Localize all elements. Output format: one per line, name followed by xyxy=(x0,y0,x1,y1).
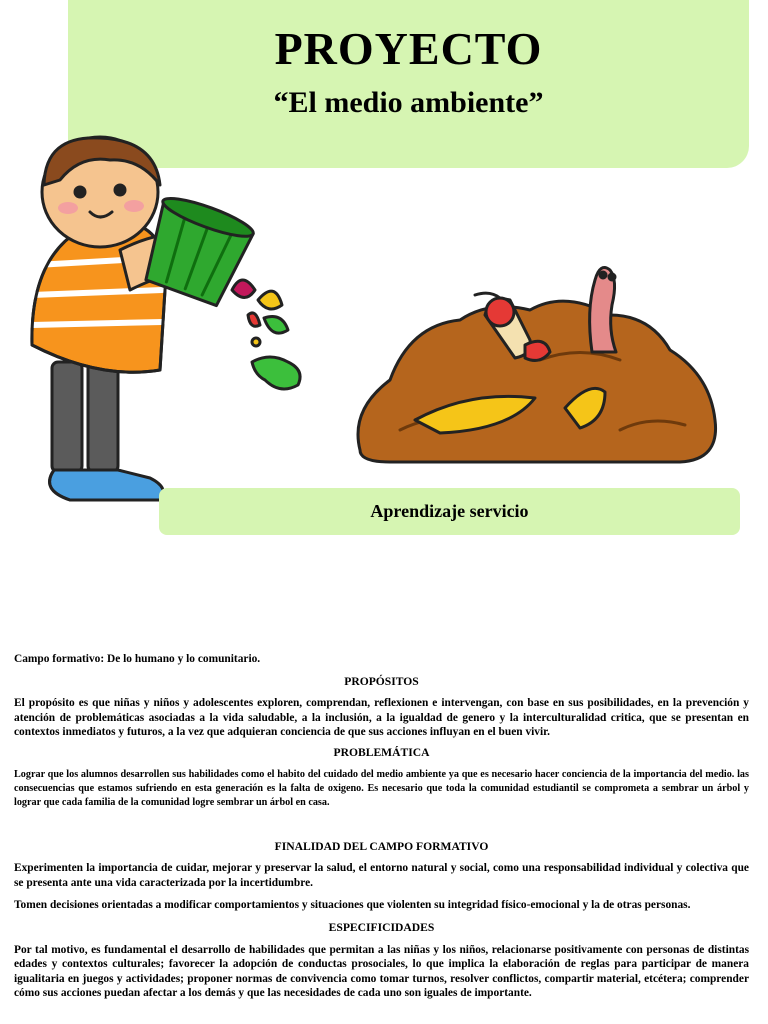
document-body xyxy=(14,652,749,1001)
page-title: PROYECTO xyxy=(274,23,543,74)
compost-pile-with-worm-icon xyxy=(358,268,716,462)
page-subtitle: “El medio ambiente” xyxy=(273,86,544,119)
service-banner xyxy=(159,488,740,535)
section-text-propositos: El propósito es que niñas y niños y adolescentes exploren, comprendan, reflexionen e intervengan, con base en sus posibilidades, en la prevención y atención de problemáticas asociadas a la vida saludable, a la inclusión, a la igualdad de genero y la interculturalidad critica, que se presentan en contextos inmediatos y futuros, a la vez que adquieran conciencia de que sus acciones influyan en el buen vivir. xyxy=(14,697,749,739)
section-heading-problematica: PROBLEMÁTICA xyxy=(333,745,430,759)
child-emptying-compost-bucket-icon xyxy=(32,137,300,500)
section-heading-propositos: PROPÓSITOS xyxy=(344,674,419,688)
section-text-problematica: Lograr que los alumnos desarrollen sus habilidades como el habito del cuidado del medio ambiente ya que es necesario hacer conciencia de la importancia del medio. las consecuencias que estamos sufriendo en esta generación es la falta de oxigeno. Es necesario que toda la comunidad estudiantil se comprometa a sembrar un árbol y lograr que cada familia de la comunidad logre sembrar un árbol en casa. xyxy=(14,768,749,808)
section-text-especificidades: Por tal motivo, es fundamental el desarrollo de habilidades que permitan a las niñas y los niños, relacionarse positivamente con personas de distintas edades y contextos culturales; favorecer la adopción de conductas prosociales, lo que implica la elaboración de reglas para participar de manera igualitaria en juegos y actividades; proponer normas de convivencia como tomar turnos, resolver conflictos, compartir material, etcétera; comprender cómo sus acciones puedan afectar a los demás y que las necesidades de cada uno son iguales de importante. xyxy=(14,943,749,1000)
service-label: Aprendizaje servicio xyxy=(370,501,529,521)
section-heading-finalidad: FINALIDAD DEL CAMPO FORMATIVO xyxy=(274,839,489,853)
campo-formativo: Campo formativo: De lo humano y lo comunitario. xyxy=(14,653,261,665)
section-text-finalidad-2: Tomen decisiones orientadas a modificar comportamientos y situaciones que violenten su integridad físico-emocional y la de otras personas. xyxy=(14,899,691,912)
illustration xyxy=(20,130,740,520)
section-text-finalidad-1: Experimenten la importancia de cuidar, mejorar y preservar la salud, el entorno natural y social, como una responsabilidad individual y colectiva que se presenta ante una vida caracterizada por la incertidumbre. xyxy=(14,862,749,889)
section-heading-especificidades: ESPECIFICIDADES xyxy=(328,920,435,934)
